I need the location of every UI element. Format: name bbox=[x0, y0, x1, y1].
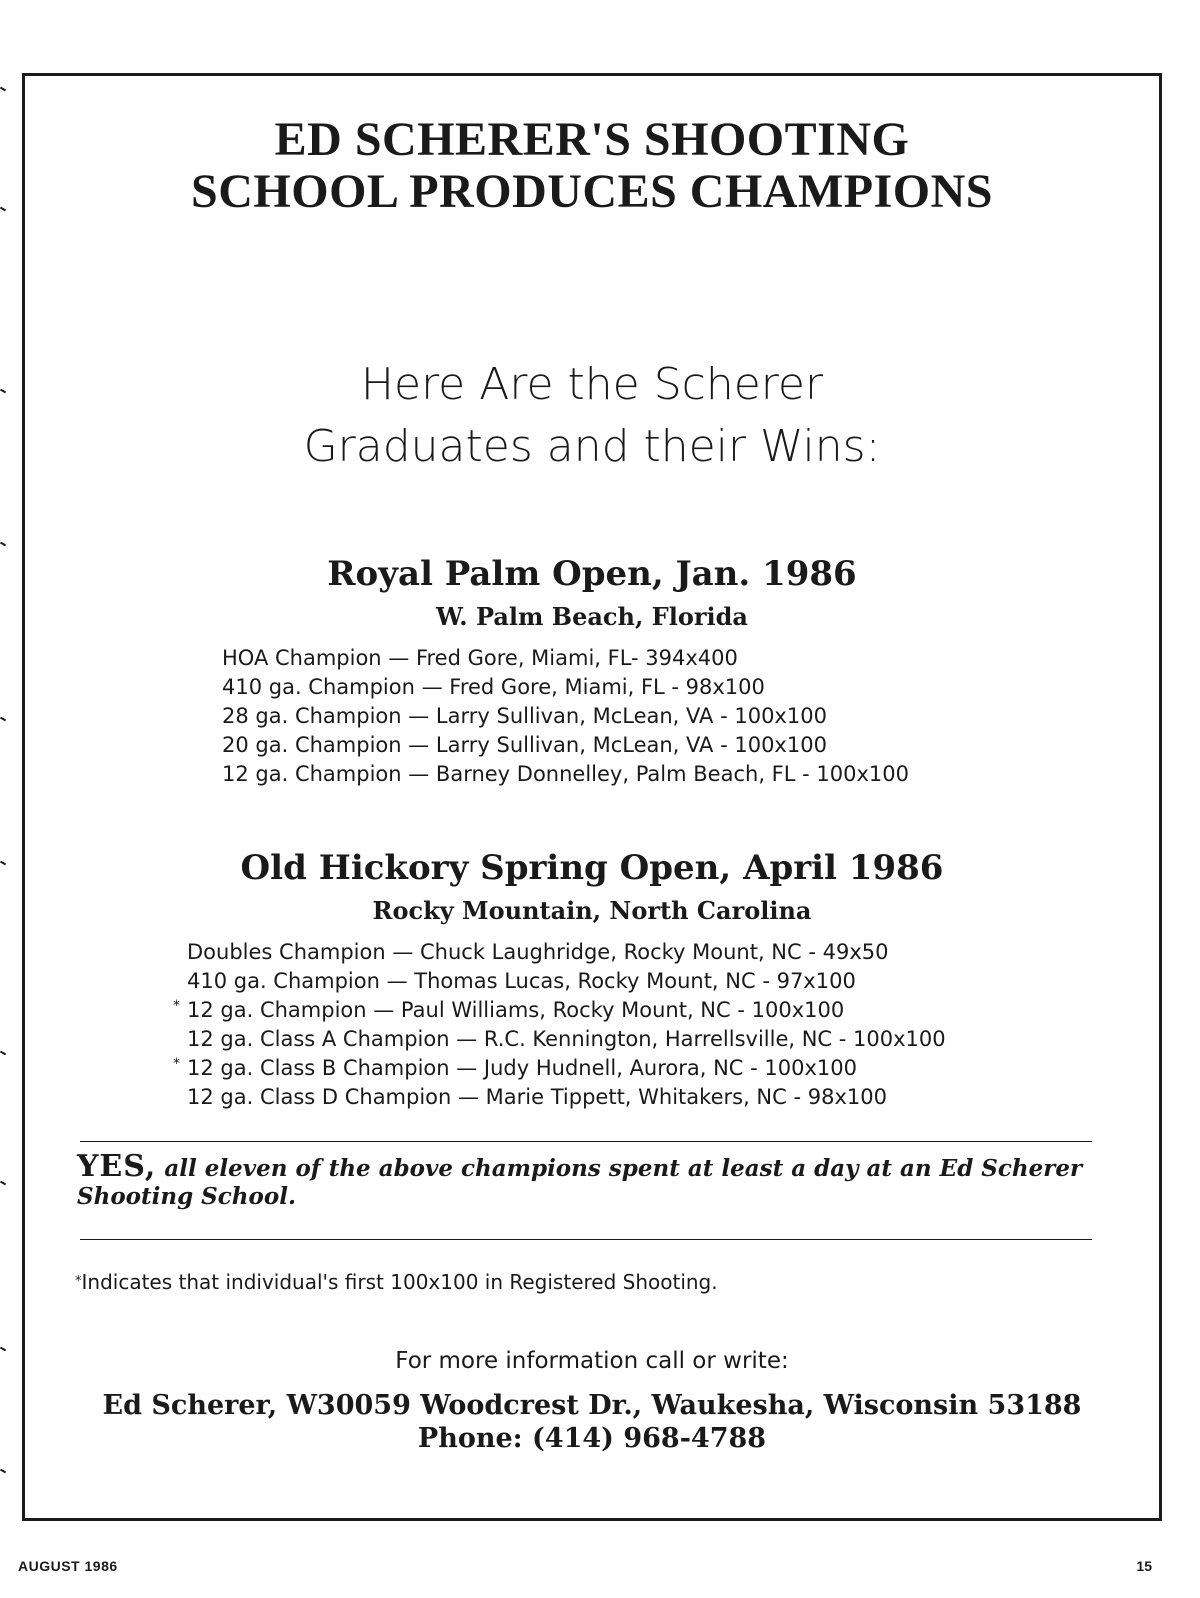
page-number: 15 bbox=[1136, 1558, 1152, 1574]
result-item bbox=[222, 673, 1159, 702]
binding-mark bbox=[0, 389, 6, 394]
first-100-star-marker: * bbox=[173, 998, 180, 1014]
result-text: 20 ga. Champion — Larry Sullivan, McLean, VA - 100x100 bbox=[222, 733, 827, 757]
result-text: 410 ga. Champion — Thomas Lucas, Rocky Mount, NC - 97x100 bbox=[187, 969, 856, 993]
result-item bbox=[187, 967, 1159, 996]
headline bbox=[25, 114, 1159, 218]
binding-mark bbox=[0, 87, 6, 92]
result-text: 28 ga. Champion — Larry Sullivan, McLean, VA - 100x100 bbox=[222, 704, 827, 728]
result-text: 12 ga. Champion — Barney Donnelley, Palm Beach, FL - 100x100 bbox=[222, 762, 909, 786]
binding-mark bbox=[0, 1347, 6, 1352]
divider-rule bbox=[80, 1141, 1092, 1142]
headline-line-2: SCHOOL PRODUCES CHAMPIONS bbox=[191, 165, 993, 218]
event-location: W. Palm Beach, Florida bbox=[436, 602, 748, 631]
yes-statement bbox=[77, 1149, 1107, 1211]
event-title: Old Hickory Spring Open, April 1986 bbox=[240, 848, 944, 888]
footnote-text: Indicates that individual's first 100x100 in Registered Shooting. bbox=[81, 1270, 718, 1294]
intro-line-2: Graduates and their Wins: bbox=[303, 421, 881, 472]
footnote bbox=[75, 1269, 718, 1295]
result-item bbox=[222, 760, 1159, 789]
result-text: 12 ga. Champion — Paul Williams, Rocky Mount, NC - 100x100 bbox=[187, 998, 845, 1022]
result-text: 12 ga. Class D Champion — Marie Tippett, Whitakers, NC - 98x100 bbox=[187, 1085, 887, 1109]
contact-lead: For more information call or write: bbox=[395, 1348, 789, 1374]
event-royal-palm-open bbox=[25, 554, 1159, 789]
result-text: 12 ga. Class B Champion — Judy Hudnell, Aurora, NC - 100x100 bbox=[187, 1056, 857, 1080]
result-item bbox=[173, 1054, 1159, 1083]
contact-block bbox=[25, 1389, 1159, 1455]
yes-statement-text: all eleven of the above champions spent at least a day at an Ed Scherer Shooting School. bbox=[77, 1155, 1083, 1210]
binding-mark bbox=[0, 861, 6, 866]
binding-mark bbox=[0, 1469, 6, 1474]
advertisement-frame bbox=[22, 73, 1162, 1521]
result-item bbox=[222, 731, 1159, 760]
results-list bbox=[173, 938, 1159, 1112]
result-item bbox=[187, 938, 1159, 967]
event-location: Rocky Mountain, North Carolina bbox=[372, 896, 812, 925]
results-list bbox=[222, 644, 1159, 789]
result-item bbox=[187, 1025, 1159, 1054]
binding-mark bbox=[0, 207, 6, 212]
result-item bbox=[222, 644, 1159, 673]
issue-date: AUGUST 1986 bbox=[18, 1558, 118, 1574]
yes-word: YES, bbox=[77, 1149, 157, 1184]
result-item bbox=[222, 702, 1159, 731]
mailing-address: Ed Scherer, W30059 Woodcrest Dr., Waukesha, Wisconsin 53188 bbox=[102, 1390, 1082, 1421]
binding-mark bbox=[0, 1181, 6, 1186]
result-item bbox=[187, 1083, 1159, 1112]
binding-mark bbox=[0, 542, 6, 547]
headline-line-1: ED SCHERER'S SHOOTING bbox=[274, 113, 910, 166]
divider-rule bbox=[80, 1239, 1092, 1240]
result-text: Doubles Champion — Chuck Laughridge, Rocky Mount, NC - 49x50 bbox=[187, 940, 889, 964]
intro-line-1: Here Are the Scherer bbox=[360, 359, 824, 410]
result-item bbox=[173, 996, 1159, 1025]
binding-mark bbox=[0, 717, 6, 722]
result-text: 12 ga. Class A Champion — R.C. Kennington, Harrellsville, NC - 100x100 bbox=[187, 1027, 946, 1051]
intro-text bbox=[25, 354, 1159, 478]
binding-mark bbox=[0, 1051, 6, 1056]
event-title: Royal Palm Open, Jan. 1986 bbox=[327, 554, 857, 594]
result-text: HOA Champion — Fred Gore, Miami, FL- 394x400 bbox=[222, 646, 738, 670]
result-text: 410 ga. Champion — Fred Gore, Miami, FL - 98x100 bbox=[222, 675, 765, 699]
first-100-star-marker: * bbox=[173, 1056, 180, 1072]
event-old-hickory-spring-open bbox=[25, 848, 1159, 1112]
footnote-marker: * bbox=[75, 1274, 82, 1289]
phone-number: Phone: (414) 968-4788 bbox=[417, 1423, 767, 1454]
